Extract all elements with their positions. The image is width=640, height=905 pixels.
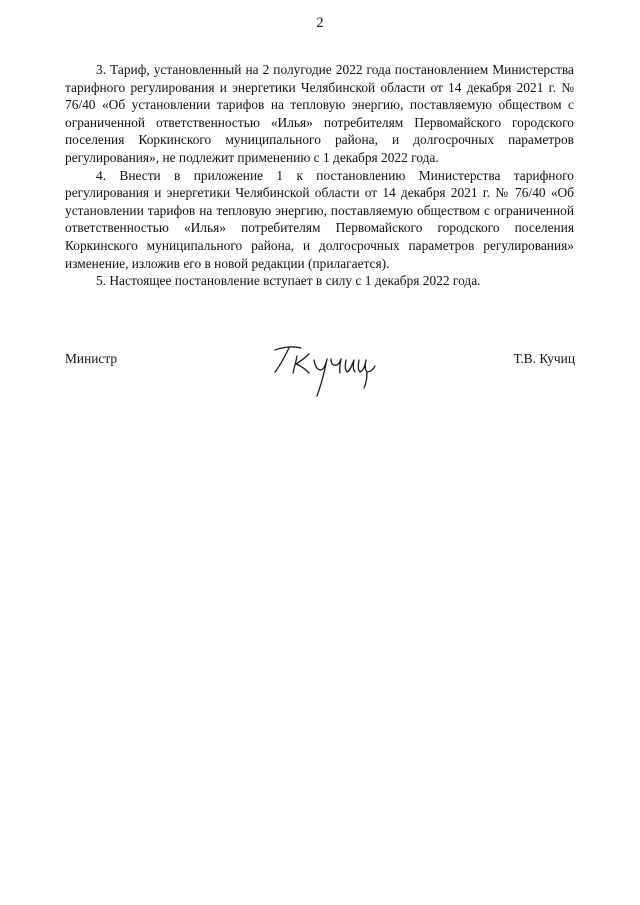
paragraph-4: 4. Внести в приложение 1 к постановлению Министерства тарифного регулирования и энергетики Челябинской области от 14 декабря 2021 г. № 76/40 «Об установлении тарифов на тепловую энергию, поставляемую обществом с ограниченной ответственностью «Илья» потребителям Первомайского городского поселения Коркинского муниципального района, и долгосрочных параметров регулирования» изменение, изложив его в новой редакции (прилагается). <box>65 167 574 271</box>
signer-name: Т.В. Кучиц <box>513 351 575 366</box>
paragraph-3: 3. Тариф, установленный на 2 полугодие 2022 года постановлением Министерства тарифного регулирования и энергетики Челябинской области от 14 декабря 2021 г. № 76/40 «Об установлении тарифов на тепловую энергию, поставляемую обществом с ограниченной ответственностью «Илья» потребителям Первомайского городского поселения Коркинского муниципального района, и долгосрочных параметров регулирования», не подлежит применению с 1 декабря 2022 года. <box>65 62 574 165</box>
handwritten-signature <box>269 342 389 400</box>
document-body <box>65 61 574 290</box>
page-number: 2 <box>316 15 324 31</box>
signature-block <box>65 342 575 412</box>
signer-title: Министр <box>65 351 118 366</box>
paragraph-5: 5. Настоящее постановление вступает в силу с 1 декабря 2022 года. <box>96 273 481 289</box>
